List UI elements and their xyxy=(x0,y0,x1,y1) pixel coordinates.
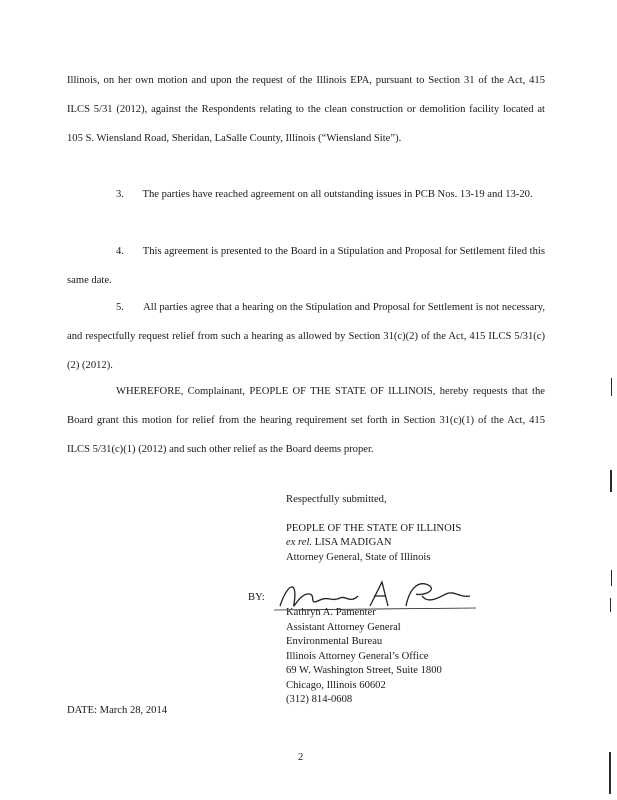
madigan-name: LISA MADIGAN xyxy=(314,537,392,548)
continuation-paragraph: Illinois, on her own motion and upon the request of the Illinois EPA, pursuant to Section 31 of the Act, 415 ILCS 5/31 (2012), against the Respondents relating to the clean construction or demolition facility located at 105 S. Wiensland Road, Sheridan, LaSalle County, Illinois (“Wiensland Site”). xyxy=(67,75,545,144)
people-line: PEOPLE OF THE STATE OF ILLINOIS xyxy=(286,522,462,534)
signer-bureau: Environmental Bureau xyxy=(286,636,383,647)
signer-city: Chicago, Illinois 60602 xyxy=(286,679,386,691)
scan-margin-mark xyxy=(610,470,612,492)
respectfully-submitted: Respectfully submitted, xyxy=(286,494,387,505)
paragraph-5: 5. All parties agree that a hearing on the Stipulation and Proposal for Settlement is not necessary, and respectfully request relief from such a hearing as allowed by Section 31(c)(2) of the Act, 415 ILCS 5/31(c)(2) (2012). xyxy=(67,302,545,371)
by-label: BY: xyxy=(248,592,265,603)
date-line: DATE: March 28, 2014 xyxy=(67,705,168,716)
signer-office: Illinois Attorney General’s Office xyxy=(286,650,429,662)
attorney-general-line: Attorney General, State of Illinois xyxy=(286,551,431,563)
paragraph-4: 4. This agreement is presented to the Board in a Stipulation and Proposal for Settlement filed this same date. xyxy=(67,246,545,286)
signer-title: Assistant Attorney General xyxy=(286,621,401,633)
signer-name: Kathryn A. Pamenter xyxy=(286,607,376,618)
scan-margin-mark xyxy=(611,378,612,396)
ex-rel-label: ex rel. xyxy=(286,537,313,548)
scan-margin-mark xyxy=(609,752,611,794)
signer-street: 69 W. Washington Street, Suite 1800 xyxy=(286,665,442,676)
signer-phone: (312) 814-0608 xyxy=(286,694,353,705)
ex-rel-line xyxy=(286,536,461,551)
signature-block xyxy=(286,606,442,708)
paragraph-3: 3. The parties have reached agreement on all outstanding issues in PCB Nos. 13-19 and 13-20. xyxy=(116,189,533,200)
closing-block xyxy=(286,493,461,565)
scan-margin-mark xyxy=(610,598,611,612)
page-number: 2 xyxy=(298,752,304,763)
wherefore-paragraph: WHEREFORE, Complainant, PEOPLE OF THE STATE OF ILLINOIS, hereby requests that the Board grant this motion for relief from the hearing requirement set forth in Section 31(c)(1) of the Act, 415 ILCS 5/31(c)(1) (2012) and such other relief as the Board deems proper. xyxy=(67,386,545,455)
scan-margin-mark xyxy=(611,570,612,586)
